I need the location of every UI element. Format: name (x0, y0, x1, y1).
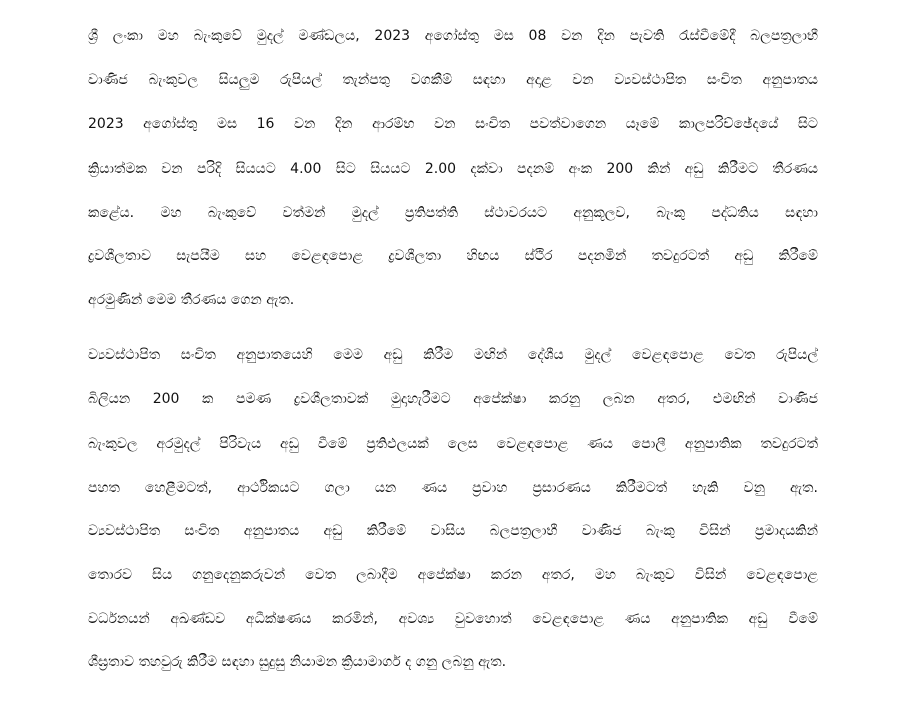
paragraph-line: වාණිජ බැංකුවල සියලුම රුපියල් තැන්පතු වගකීම් සඳහා අදාළ වන ව්‍යවස්ථාපිත සංචිත අනුපාතය (88, 72, 818, 88)
paragraph-line: ශීඝ්‍රතාව තහවුරු කිරීම සඳහා සුදුසු නියාමන ක්‍රියාමාර්ග ද ගනු ලබනු ඇත. (88, 654, 507, 670)
paragraph-line: ව්‍යවස්ථාපිත සංචිත අනුපාතයෙහි මෙම අඩු කිරීම මඟින් දේශීය මුදල් වෙළඳපොළ වෙත රුපියල් (88, 347, 818, 363)
paragraph-line: අරමුණින් මෙම තීරණය ගෙන ඇත. (88, 292, 295, 308)
paragraph-line: ව්‍යවස්ථාපිත සංචිත අනුපාතය අඩු කිරීමේ වාසිය බලපත්‍රලාභී වාණිජ බැංකු විසින් ප්‍රමාදයකින් (88, 523, 818, 539)
paragraph-line: වර්ධනයන් අඛණ්ඩව අධීක්ෂණය කරමින්, අවශ්‍ය වුවහොත් වෙළඳපොළ ණය අනුපාතික අඩු වීමේ (88, 611, 818, 627)
paragraph-line: ශ්‍රී ලංකා මහ බැංකුවේ මුදල් මණ්ඩලය, 2023 අගෝස්තු මස 08 වන දින පැවති රැස්වීමේදී බලපත්‍රලාභී (88, 28, 818, 44)
paragraph-line: බිලියන 200 ක පමණ ද්‍රවශීලතාවක් මුදාහැරීමට අපේක්ෂා කරනු ලබන අතර, එමඟින් වාණිජ (88, 391, 818, 407)
paragraph-line: පහත හෙළීමටත්, ආර්ථිකයට ගලා යන ණය ප්‍රවාහ ප්‍රසාරණය කිරීමටත් හැකි වනු ඇත. (88, 480, 818, 496)
paragraph-line: බැංකුවල අරමුදල් පිරිවැය අඩු වීමේ ප්‍රතිඵලයක් ලෙස වෙළඳපොළ ණය පොලී අනුපාතික තවදුරටත් (88, 436, 818, 452)
paragraph-line: ක්‍රියාත්මක වන පරිදි සියයට 4.00 සිට සියයට 2.00 දක්වා පදනම් අංක 200 කින් අඩු කිරීමට තීරණය (88, 161, 818, 177)
paragraph-line: 2023 අගෝස්තු මස 16 වන දින ආරම්භ වන සංචිත පවත්වාගෙන යෑමේ කාලපරිච්ඡේදයේ සිට (88, 116, 818, 132)
paragraph-line: තොරව සිය ගනුදෙනුකරුවන් වෙත ලබාදීම අපේක්ෂා කරන අතර, මහ බැංකුව විසින් වෙළඳපොළ (88, 567, 818, 583)
paragraph-line: කළේය. මහ බැංකුවේ වත්මන් මුදල් ප්‍රතිපත්ති ස්ථාවරයට අනුකූලව, බැංකු පද්ධතිය සඳහා (88, 205, 818, 221)
paragraph-line: ද්‍රවශීලතාව සැපයීම සහ වෙළඳපොළ ද්‍රවශීලතා හිඟය ස්ථිර පදනමින් තවදුරටත් අඩු කිරීමේ (88, 248, 818, 264)
